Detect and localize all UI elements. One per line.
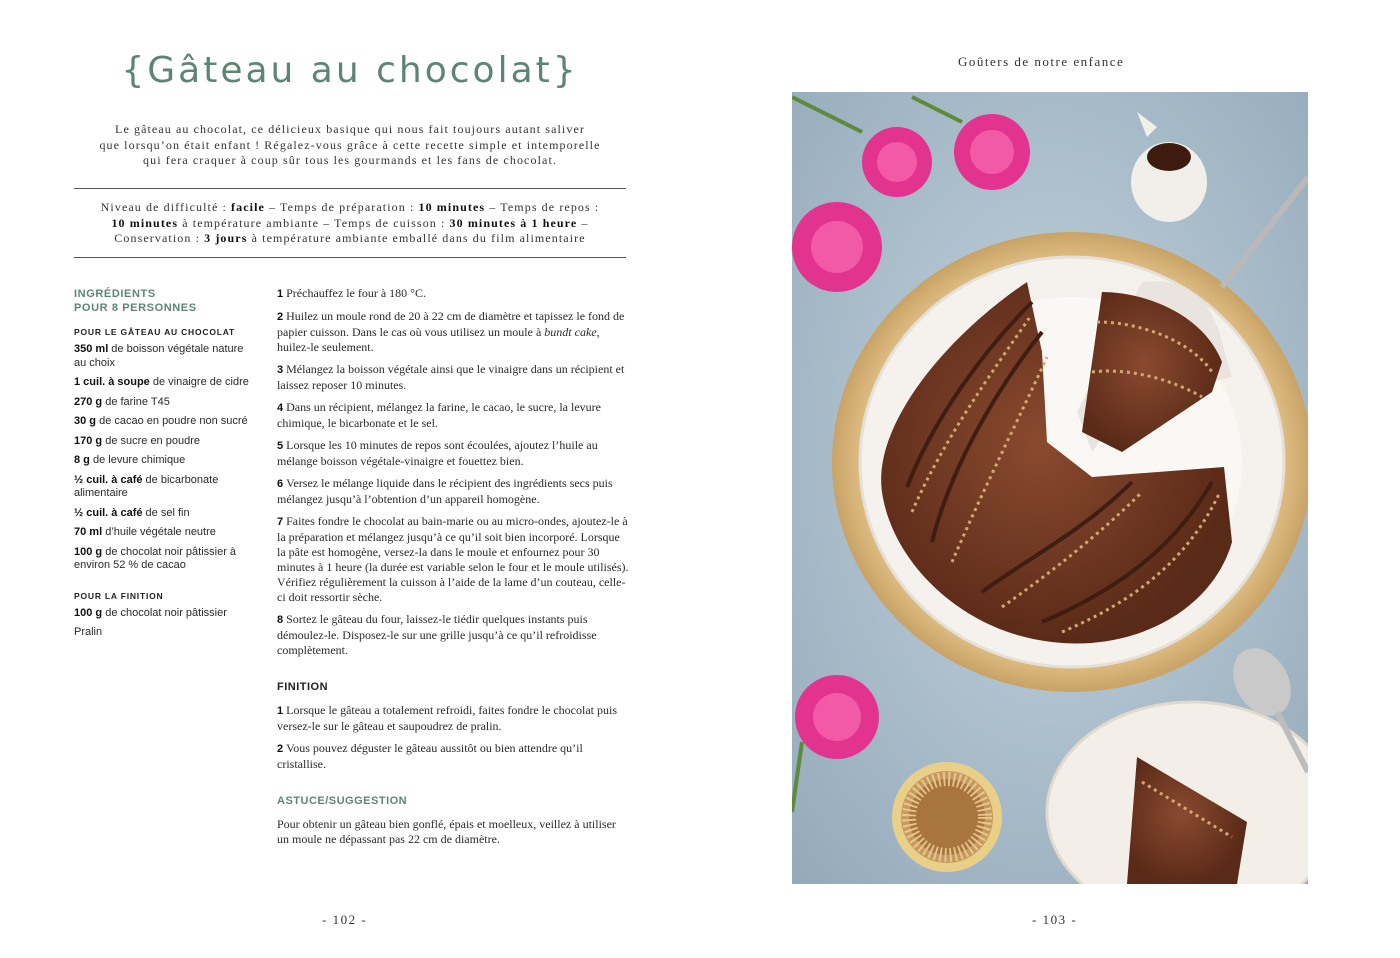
ingredient-quantity: 70 ml [74,526,103,538]
divider-bottom [74,257,626,258]
ingredients-heading-line: POUR 8 PERSONNES [74,302,197,314]
ingredient-quantity: 100 g [74,606,103,619]
difficulty-label: Niveau de difficulté : [100,200,227,214]
step-number: 8 [277,614,284,626]
cake-ingredient-list [74,343,254,573]
ingredients-heading-line: INGRÉDIENTS [74,288,156,300]
recipe-intro [74,122,626,169]
step-number: 6 [277,478,284,490]
step-text: Dans un récipient, mélangez la farine, le cacao, le sucre, la levure chimique, le bicarbonate et le sel. [277,400,601,430]
recipe-step [277,476,629,507]
step-number: 5 [277,440,284,452]
finish-subheading: POUR LA FINITION [74,590,164,601]
tip-text: Pour obtenir un gâteau bien gonflé, épais et moelleux, veillez à utiliser un moule ne dépassant pas 22 cm de diamètre. [277,817,616,846]
info-line-2 [74,216,626,232]
ingredient-quantity: 270 g [74,395,103,408]
running-head: Goûters de notre enfance [958,54,1125,69]
ingredient-item [74,415,254,429]
rest-value: 10 minutes [111,215,179,230]
page-number-left: - 102 - [322,912,368,927]
step-number: 4 [277,402,284,414]
cook-label: – Temps de cuisson : [323,215,446,230]
step-number: 7 [277,516,284,528]
step-number: 2 [277,743,284,755]
conservation-label: Conservation : [114,231,201,245]
ingredient-text: de chocolat noir pâtissier [102,606,227,619]
ingredient-item [74,507,254,521]
recipe-step [277,612,629,658]
step-text: Mélangez la boisson végétale ainsi que le vinaigre dans un récipient et laissez reposer 10 minutes. [277,362,625,392]
ingredient-item [74,474,254,501]
recipe-title: {Gâteau au chocolat} [121,50,579,91]
step-number: 1 [277,288,284,300]
conservation-suffix: à température ambiante emballé dans du film alimentaire [251,231,586,245]
step-number: 3 [277,364,284,376]
intro-line: que lorsqu’on était enfant ! Régalez-vous grâce à cette recette simple et intemporelle [99,137,601,152]
finish-ingredient-list [74,607,254,640]
step-text: Lorsque les 10 minutes de repos sont écoulées, ajoutez l’huile au mélange boisson végétale-vinaigre et fouettez bien. [277,438,598,468]
step-italic-text: bundt cake [544,325,597,339]
ingredient-text: de levure chimique [89,454,186,466]
finition-heading: FINITION [277,681,329,693]
intro-line: Le gâteau au chocolat, ce délicieux basique qui nous fait toujours autant saliver [115,122,585,136]
recipe-step [277,703,629,734]
ingredient-text: de bicarbonate alimentaire [74,473,219,499]
step-list [277,286,629,658]
prep-value: 10 minutes [418,200,486,214]
step-text: Faites fondre le chocolat au bain-marie ou au micro-ondes, ajoutez-le à la préparation et mélangez jusqu’à ce qu’il soit bien incorporé. Lorsque la pâte est homogène, versez-la dans le moule et enfournez pour 30 minutes à 1 heure (la durée est variable selon le four et le moule utilisés). Vérifiez régulièrement la cuisson à l’aide de la lame d’un couteau, celle-ci doit ressortir sèche. [277,514,629,604]
finition-step-list [277,703,629,772]
ingredient-item [74,376,254,390]
step-number: 1 [277,705,284,717]
ingredient-text: Pralin [74,626,103,638]
prep-label: – Temps de préparation : [269,200,415,214]
recipe-step [277,741,629,772]
pralin-bowl [892,762,1002,872]
step-text: Préchauffez le four à 180 °C. [286,286,426,300]
ingredient-item [74,435,254,449]
ingredient-text: d’huile végétale neutre [102,526,216,538]
page-number-right: - 103 - [1032,912,1078,927]
cook-suffix: – [581,215,589,230]
step-text: Lorsque le gâteau a totalement refroidi, faites fondre le chocolat puis versez-le sur le gâteau et saupoudrez de pralin. [277,703,617,733]
rest-suffix: à température ambiante [182,215,320,230]
ingredient-quantity: ½ cuil. à café [74,473,143,486]
ingredient-item [74,526,254,540]
step-text: Huilez un moule rond de 20 à 22 cm de diamètre et tapissez le fond de papier cuisson. Dans le cas où vous utilisez un moule à [277,309,625,339]
step-number: 2 [277,311,284,323]
conservation-value: 3 jours [204,231,248,245]
cake-photo [792,92,1308,884]
steps-column [277,286,629,854]
ingredient-text: de vinaigre de cidre [149,376,249,388]
ingredient-item [74,396,254,410]
ingredient-quantity: 350 ml [74,343,109,355]
rest-label: – Temps de repos : [489,200,600,214]
ingredient-text: de farine T45 [102,395,170,408]
intro-line: qui fera craquer à coup sûr tous les gourmands et les fans de chocolat. [143,153,557,167]
step-text: Vous pouvez déguster le gâteau aussitôt ou bien attendre qu’il cristallise. [277,741,583,771]
ingredient-quantity: 8 g [74,454,90,466]
ingredient-quantity: 170 g [74,434,103,447]
step-text: Sortez le gâteau du four, laissez-le tiédir quelques instants puis démoulez-le. Disposez-le sur une grille jusqu’à ce qu’il refroidisse complètement. [277,612,597,657]
ingredient-item [74,546,254,573]
ingredient-text: de chocolat noir pâtissier à environ 52 % de cacao [74,545,237,571]
step-text: Versez le mélange liquide dans le récipient des ingrédients secs puis mélangez jusqu’à l’obtention d’un appareil homogène. [277,476,613,506]
recipe-step [277,286,629,302]
info-line-3 [74,231,626,247]
recipe-step [277,309,629,355]
difficulty-value: facile [231,200,265,214]
ingredients-column [74,287,254,646]
cook-value: 30 minutes à 1 heure [449,215,578,230]
ingredient-item [74,454,254,468]
ingredient-item [74,343,254,370]
ingredient-item [74,607,254,621]
recipe-step [277,514,629,605]
ingredient-text: de boisson végétale nature au choix [74,343,244,369]
divider-top [74,188,626,189]
ingredients-heading [74,287,254,315]
ingredient-quantity: 30 g [74,415,97,427]
ingredient-item [74,626,254,640]
recipe-step [277,400,629,431]
cake-photo-illustration [792,92,1308,884]
ingredient-quantity: 1 cuil. à soupe [74,376,150,388]
right-page [700,0,1400,958]
ingredient-quantity: ½ cuil. à café [74,506,143,519]
cake-subheading: POUR LE GÂTEAU AU CHOCOLAT [74,327,236,337]
recipe-step [277,362,629,393]
ingredient-text: de sel fin [142,506,190,519]
ingredient-text: de cacao en poudre non sucré [96,415,248,427]
step-text: , huilez-le seulement. [277,325,600,354]
recipe-info-box [74,200,626,247]
recipe-step [277,438,629,469]
ingredient-text: de sucre en poudre [102,434,200,447]
ingredient-quantity: 100 g [74,545,103,558]
tip-heading: ASTUCE/SUGGESTION [277,795,408,807]
info-line-1 [74,200,626,216]
